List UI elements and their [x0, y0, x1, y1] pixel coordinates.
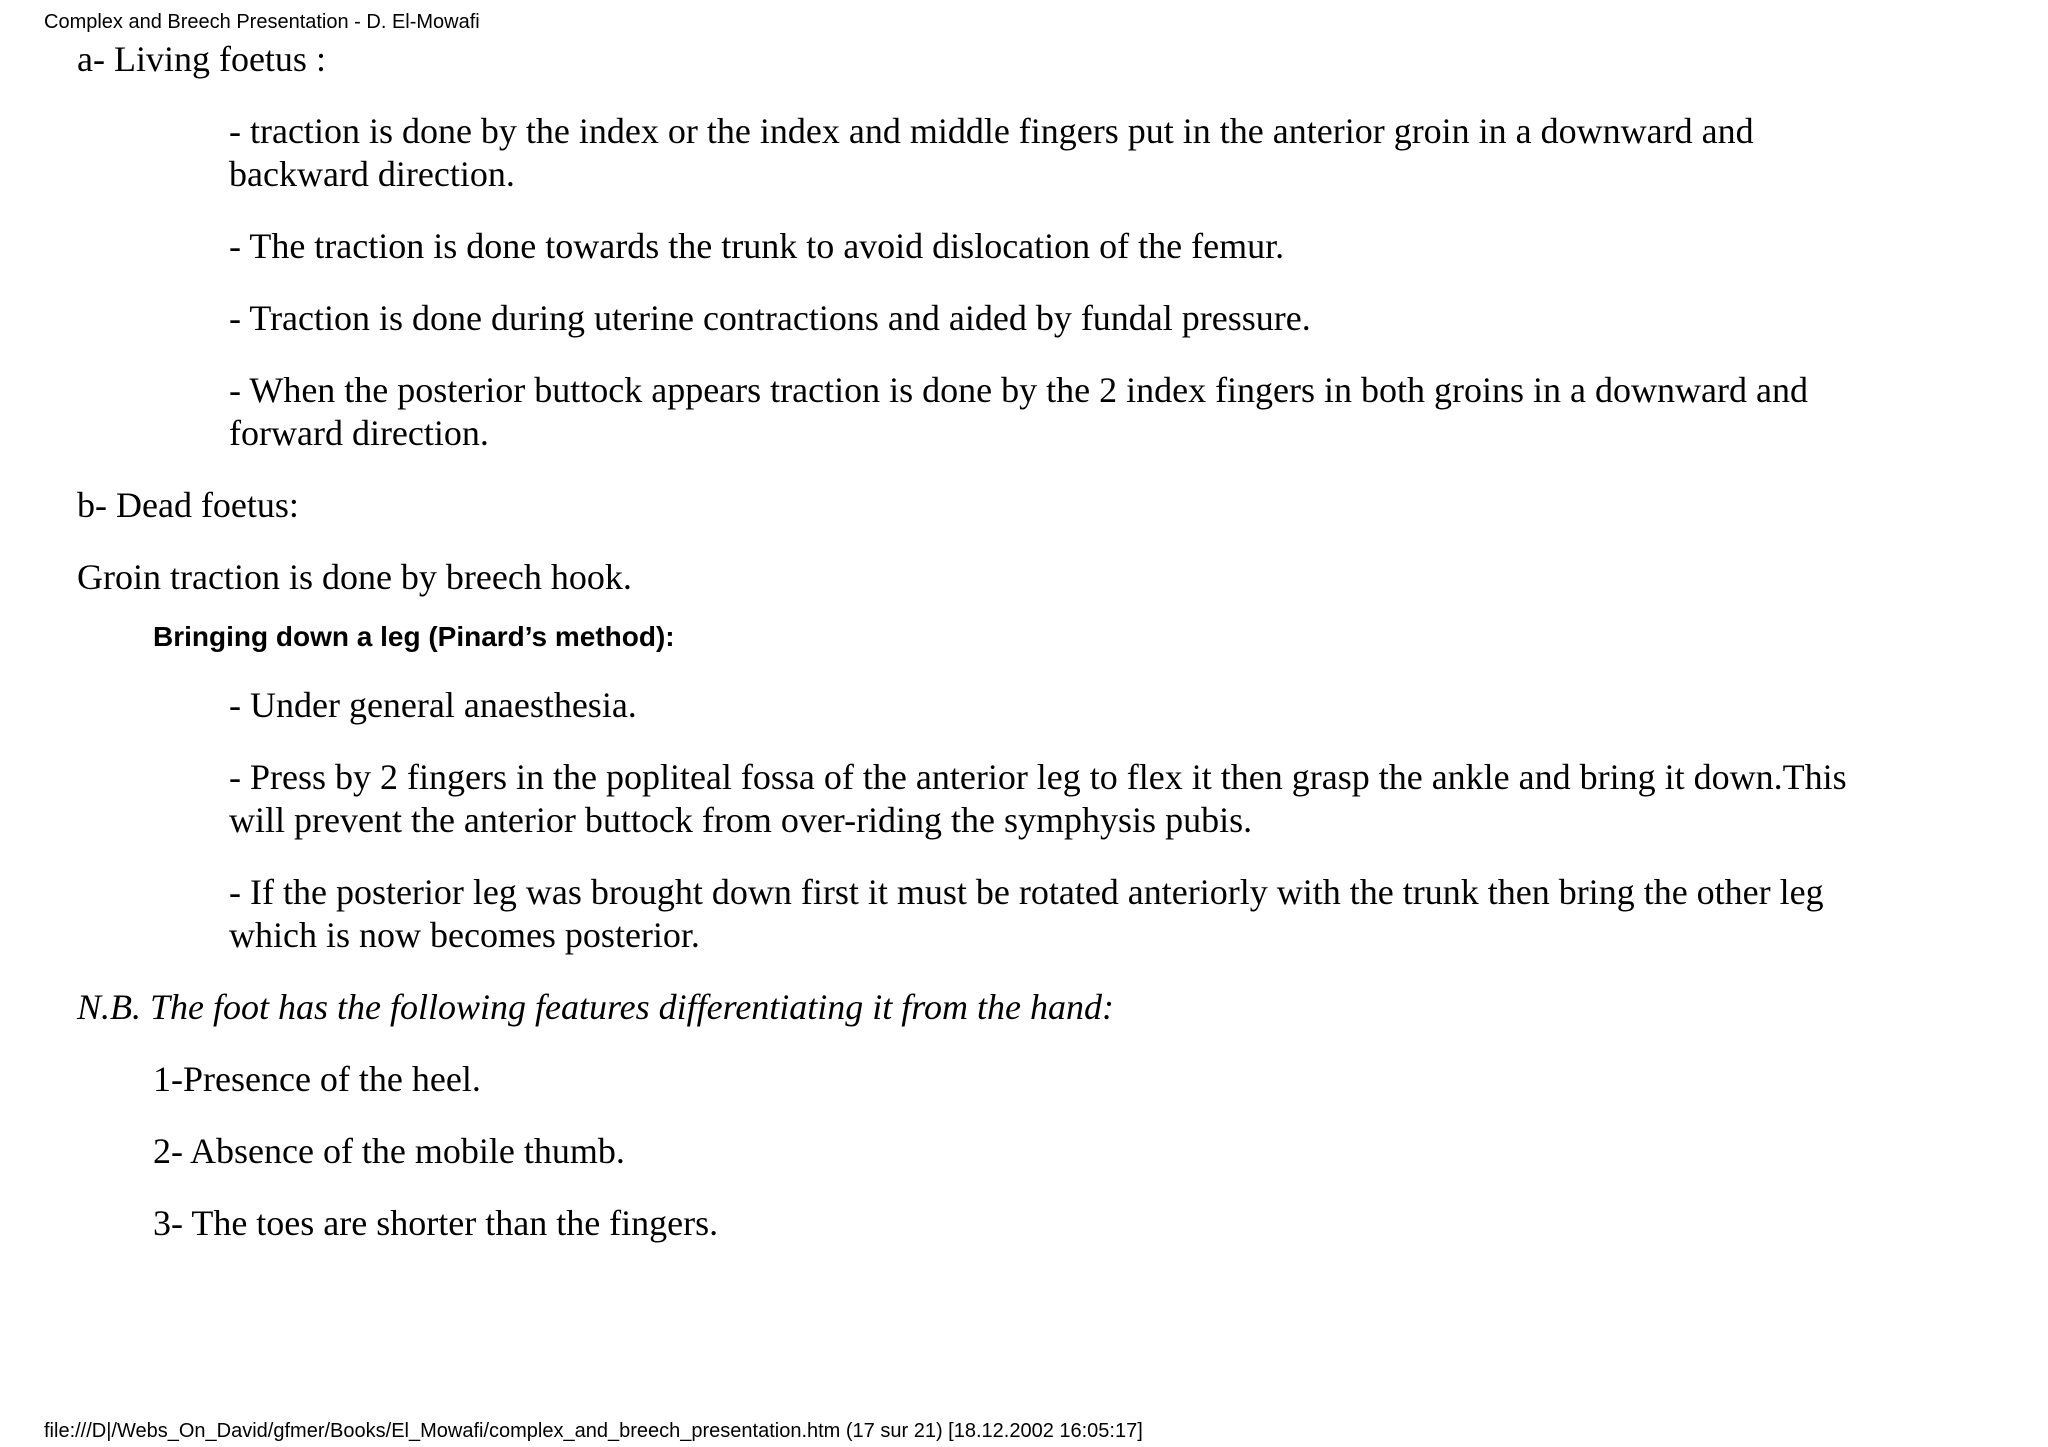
page-footer-path: file:///D|/Webs_On_David/gfmer/Books/El_Mowafi/complex_and_breech_presentation.htm (17 sur 21) [18.12.2002 16:05:17]: [44, 1420, 1143, 1442]
pinard-item-3: - If the posterior leg was brought down first it must be rotated anteriorly with the trunk then bring the other leg which is now becomes posterior.: [229, 872, 1824, 955]
feature-item-2: 2- Absence of the mobile thumb.: [153, 1131, 625, 1171]
page-header-title: Complex and Breech Presentation - D. El-Mowafi: [44, 11, 480, 33]
pinard-item-2: - Press by 2 fingers in the popliteal fossa of the anterior leg to flex it then grasp the ankle and bring it down.This will prevent the anterior buttock from over-riding the symphysis pubis.: [229, 757, 1847, 840]
living-item-4: - When the posterior buttock appears traction is done by the 2 index fingers in both groins in a downward and forward direction.: [229, 370, 1808, 453]
dead-foetus-text: Groin traction is done by breech hook.: [77, 557, 632, 597]
living-item-1: - traction is done by the index or the index and middle fingers put in the anterior groin in a downward and backward direction.: [229, 111, 1754, 194]
feature-item-3: 3- The toes are shorter than the fingers.: [153, 1203, 719, 1243]
feature-item-1: 1-Presence of the heel.: [153, 1059, 481, 1099]
living-item-3: - Traction is done during uterine contractions and aided by fundal pressure.: [229, 298, 1311, 338]
living-foetus-heading: a- Living foetus :: [77, 39, 326, 79]
nb-note: N.B. The foot has the following features differentiating it from the hand:: [77, 987, 1114, 1027]
pinard-method-heading: Bringing down a leg (Pinard’s method):: [153, 621, 675, 652]
pinard-item-1: - Under general anaesthesia.: [229, 685, 637, 725]
dead-foetus-heading: b- Dead foetus:: [77, 485, 299, 525]
living-item-2: - The traction is done towards the trunk to avoid dislocation of the femur.: [229, 226, 1285, 266]
